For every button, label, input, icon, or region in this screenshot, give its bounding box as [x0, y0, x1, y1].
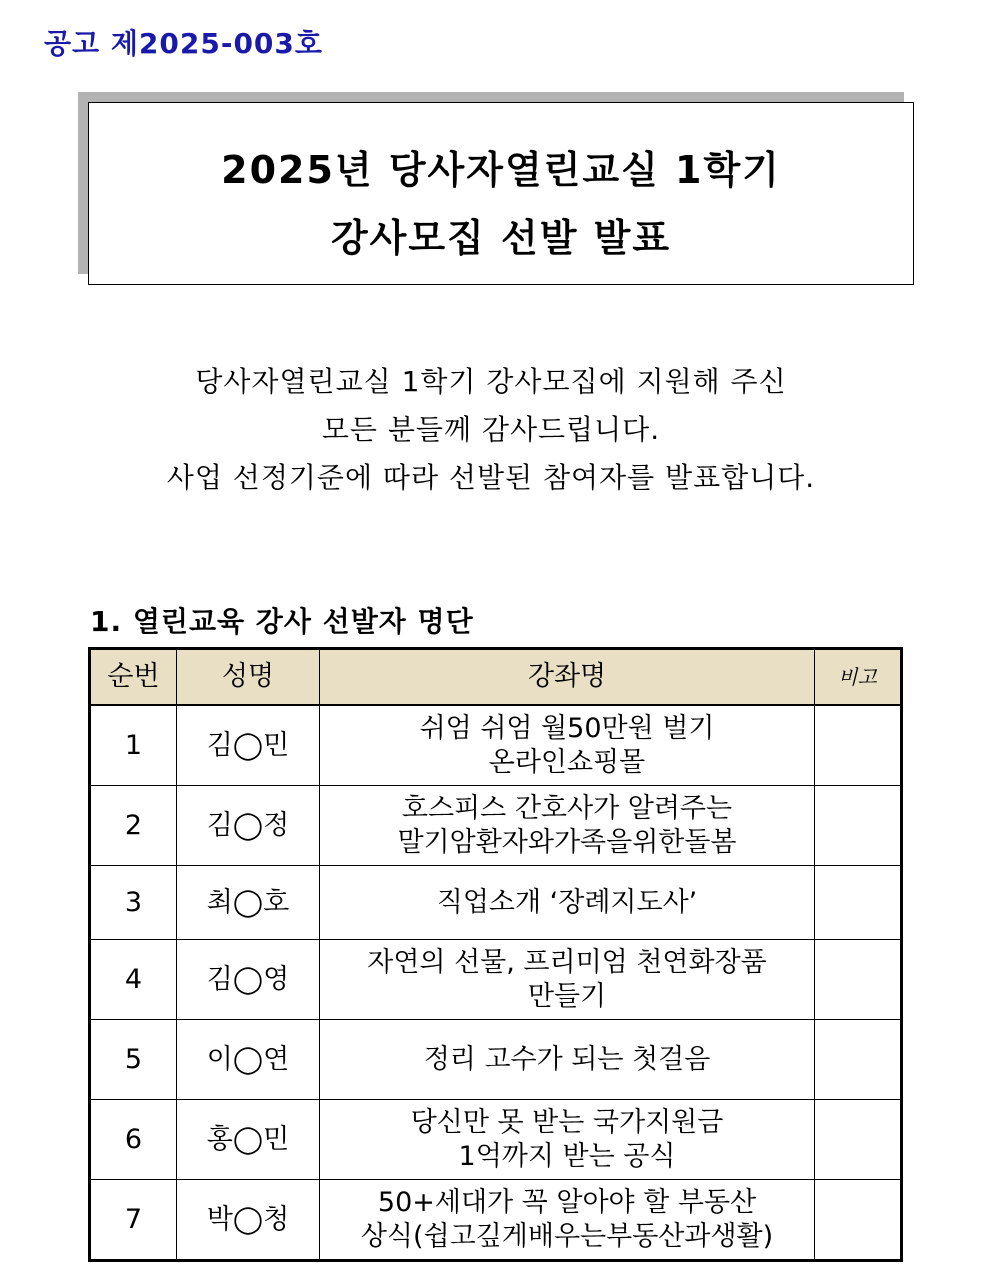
- row-number: 7: [90, 1180, 177, 1261]
- row-name: 최◯호: [177, 866, 320, 940]
- title-box: [88, 102, 914, 285]
- row-number: 5: [90, 1020, 177, 1100]
- row-remark: [815, 786, 902, 866]
- table-header-row: [90, 649, 902, 706]
- row-remark: [815, 866, 902, 940]
- course-line: 정리 고수가 되는 첫걸음: [423, 1043, 711, 1075]
- row-name: 이◯연: [177, 1020, 320, 1100]
- title-line-2: 강사모집 선발 발표: [330, 216, 672, 260]
- table-row: [90, 1020, 902, 1100]
- row-course: [320, 1180, 815, 1261]
- row-name: 김◯정: [177, 786, 320, 866]
- row-course: [320, 786, 815, 866]
- row-name: 홍◯민: [177, 1100, 320, 1180]
- course-line: 호스피스 간호사가 알려주는: [401, 792, 733, 824]
- row-remark: [815, 1100, 902, 1180]
- row-remark: [815, 1180, 902, 1261]
- table-row: [90, 705, 902, 786]
- table-row: [90, 866, 902, 940]
- course-line: 온라인쇼핑몰: [488, 746, 646, 778]
- course-line: 만들기: [527, 980, 607, 1012]
- course-line: 50+세대가 꼭 알아야 할 부동산: [377, 1186, 757, 1218]
- header-course: 강좌명: [320, 649, 815, 706]
- table-row: [90, 1180, 902, 1261]
- intro-line-1: 당사자열린교실 1학기 강사모집에 지원해 주신: [195, 365, 787, 398]
- row-course: [320, 1020, 815, 1100]
- table-row: [90, 940, 902, 1020]
- title-line-1: 2025년 당사자열린교실 1학기: [221, 148, 781, 192]
- intro-line-2: 모든 분들께 감사드립니다.: [321, 413, 661, 446]
- row-course: [320, 1100, 815, 1180]
- header-name: 성명: [177, 649, 320, 706]
- course-line: 직업소개 ‘장례지도사’: [436, 886, 698, 918]
- instructor-table: [88, 647, 903, 1262]
- notice-number: 공고 제2025-003호: [44, 27, 323, 60]
- row-remark: [815, 1020, 902, 1100]
- row-number: 3: [90, 866, 177, 940]
- row-name: 김◯영: [177, 940, 320, 1020]
- row-course: [320, 940, 815, 1020]
- header-remark: 비고: [815, 649, 902, 706]
- section-heading: 1. 열린교육 강사 선발자 명단: [90, 605, 474, 638]
- table-row: [90, 786, 902, 866]
- row-course: [320, 705, 815, 786]
- course-line: 말기암환자와가족을위한돌봄: [397, 826, 737, 858]
- row-remark: [815, 705, 902, 786]
- course-line: 자연의 선물, 프리미엄 천연화장품: [367, 946, 767, 978]
- intro-line-3: 사업 선정기준에 따라 선발된 참여자를 발표합니다.: [166, 461, 816, 494]
- row-name: 김◯민: [177, 705, 320, 786]
- table-row: [90, 1100, 902, 1180]
- course-line: 당신만 못 받는 국가지원금: [410, 1106, 724, 1138]
- row-number: 2: [90, 786, 177, 866]
- row-number: 1: [90, 705, 177, 786]
- header-number: 순번: [90, 649, 177, 706]
- row-name: 박◯청: [177, 1180, 320, 1261]
- course-line: 쉬엄 쉬엄 월50만원 벌기: [419, 712, 715, 744]
- course-line: 상식(쉽고깊게배우는부동산과생활): [360, 1220, 774, 1252]
- row-remark: [815, 940, 902, 1020]
- row-course: [320, 866, 815, 940]
- course-line: 1억까지 받는 공식: [458, 1140, 676, 1172]
- row-number: 4: [90, 940, 177, 1020]
- row-number: 6: [90, 1100, 177, 1180]
